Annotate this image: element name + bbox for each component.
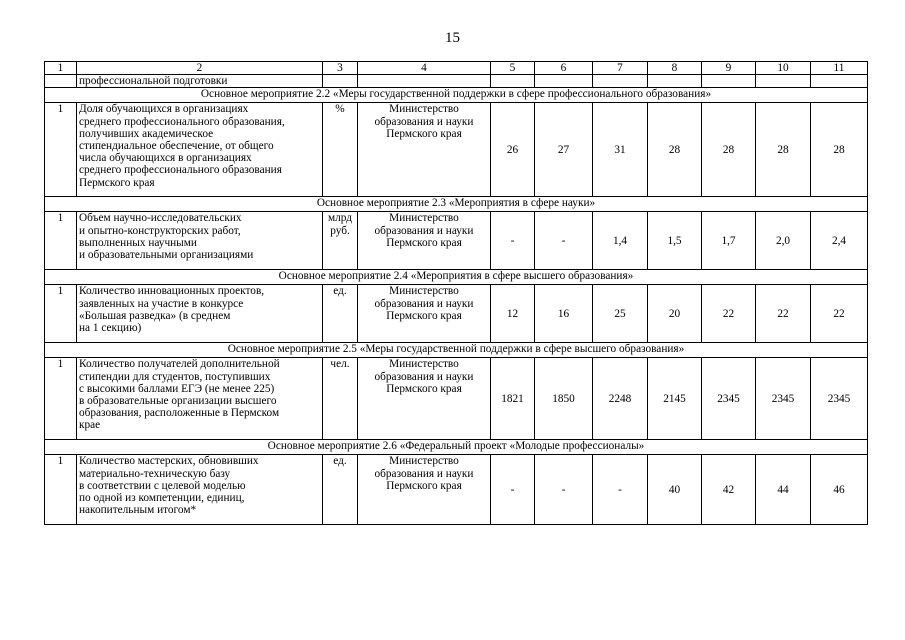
- section-title-row: [45, 270, 868, 285]
- column-header: 9: [702, 62, 756, 75]
- value-cell: -: [593, 455, 648, 525]
- value-cell: 12: [491, 285, 535, 343]
- column-header: 6: [535, 62, 593, 75]
- indicator-row: [45, 285, 868, 343]
- value-cell: 31: [593, 103, 648, 197]
- row-number: 1: [45, 103, 77, 197]
- indicator-row: [45, 212, 868, 270]
- continuation-text: профессиональной подготовки: [77, 75, 323, 88]
- indicator-name: Количество мастерских, обновивших материально-техническую базу в соответствии с целевой моделью по одной из компетенции, единиц, накопительным итогом*: [77, 455, 323, 525]
- table-body: [45, 62, 868, 525]
- value-cell: 1,4: [593, 212, 648, 270]
- value-cell: 1,5: [648, 212, 702, 270]
- value-cell: 2145: [648, 358, 702, 440]
- column-header: 11: [811, 62, 868, 75]
- value-cell: 26: [491, 103, 535, 197]
- value-cell: 46: [811, 455, 868, 525]
- value-cell: 2345: [702, 358, 756, 440]
- empty-cell: [756, 75, 811, 88]
- empty-cell: [702, 75, 756, 88]
- responsible-org: Министерство образования и науки Пермского края: [358, 285, 491, 343]
- value-cell: 28: [756, 103, 811, 197]
- value-cell: 22: [811, 285, 868, 343]
- responsible-org: Министерство образования и науки Пермского края: [358, 103, 491, 197]
- row-number: 1: [45, 358, 77, 440]
- value-cell: -: [491, 212, 535, 270]
- row-number: 1: [45, 212, 77, 270]
- value-cell: 1850: [535, 358, 593, 440]
- value-cell: 28: [702, 103, 756, 197]
- value-cell: 42: [702, 455, 756, 525]
- value-cell: 28: [648, 103, 702, 197]
- indicator-row: [45, 358, 868, 440]
- column-header: 5: [491, 62, 535, 75]
- value-cell: 2,4: [811, 212, 868, 270]
- value-cell: 28: [811, 103, 868, 197]
- page-number: 15: [445, 30, 460, 46]
- value-cell: 44: [756, 455, 811, 525]
- value-cell: 25: [593, 285, 648, 343]
- empty-cell: [491, 75, 535, 88]
- column-number-row: [45, 62, 868, 75]
- value-cell: 40: [648, 455, 702, 525]
- column-header: 2: [77, 62, 323, 75]
- indicator-name: Количество инновационных проектов, заявленных на участие в конкурсе «Большая разведка» (в среднем на 1 секцию): [77, 285, 323, 343]
- value-cell: -: [535, 212, 593, 270]
- section-title-row: [45, 197, 868, 212]
- section-title: Основное мероприятие 2.5 «Меры государственной поддержки в сфере высшего образования»: [45, 343, 868, 358]
- section-title-row: [45, 88, 868, 103]
- responsible-org: Министерство образования и науки Пермского края: [358, 358, 491, 440]
- row-number: 1: [45, 455, 77, 525]
- empty-cell: [45, 75, 77, 88]
- indicator-name: Доля обучающихся в организациях среднего профессионального образования, получивших академическое стипендиальное обеспечение, от общего числа обучающихся в организациях среднего профессионального образования Пермского края: [77, 103, 323, 197]
- section-title-row: [45, 440, 868, 455]
- indicator-name: Количество получателей дополнительной стипендии для студентов, поступивших с высокими баллами ЕГЭ (не менее 225) в образовательные организации высшего образования, расположенные в Пермском крае: [77, 358, 323, 440]
- unit-cell: %: [323, 103, 358, 197]
- empty-cell: [535, 75, 593, 88]
- empty-cell: [648, 75, 702, 88]
- value-cell: -: [535, 455, 593, 525]
- continuation-row: [45, 75, 868, 88]
- column-header: 3: [323, 62, 358, 75]
- column-header: 4: [358, 62, 491, 75]
- indicators-table: [44, 61, 868, 525]
- empty-cell: [811, 75, 868, 88]
- column-header: 10: [756, 62, 811, 75]
- empty-cell: [593, 75, 648, 88]
- value-cell: -: [491, 455, 535, 525]
- empty-cell: [323, 75, 358, 88]
- column-header: 7: [593, 62, 648, 75]
- responsible-org: Министерство образования и науки Пермского края: [358, 212, 491, 270]
- value-cell: 2345: [756, 358, 811, 440]
- section-title: Основное мероприятие 2.6 «Федеральный проект «Молодые профессионалы»: [45, 440, 868, 455]
- indicator-name: Объем научно-исследовательских и опытно-конструкторских работ, выполненных научными и образовательными организациями: [77, 212, 323, 270]
- value-cell: 1,7: [702, 212, 756, 270]
- unit-cell: чел.: [323, 358, 358, 440]
- value-cell: 2248: [593, 358, 648, 440]
- column-header: 1: [45, 62, 77, 75]
- value-cell: 2345: [811, 358, 868, 440]
- unit-cell: ед.: [323, 285, 358, 343]
- value-cell: 22: [756, 285, 811, 343]
- value-cell: 16: [535, 285, 593, 343]
- value-cell: 27: [535, 103, 593, 197]
- section-title-row: [45, 343, 868, 358]
- section-title: Основное мероприятие 2.3 «Мероприятия в сфере науки»: [45, 197, 868, 212]
- unit-cell: млрд руб.: [323, 212, 358, 270]
- empty-cell: [358, 75, 491, 88]
- unit-cell: ед.: [323, 455, 358, 525]
- value-cell: 2,0: [756, 212, 811, 270]
- row-number: 1: [45, 285, 77, 343]
- indicator-row: [45, 455, 868, 525]
- section-title: Основное мероприятие 2.2 «Меры государственной поддержки в сфере профессионального образования»: [45, 88, 868, 103]
- section-title: Основное мероприятие 2.4 «Мероприятия в сфере высшего образования»: [45, 270, 868, 285]
- value-cell: 1821: [491, 358, 535, 440]
- responsible-org: Министерство образования и науки Пермского края: [358, 455, 491, 525]
- column-header: 8: [648, 62, 702, 75]
- value-cell: 20: [648, 285, 702, 343]
- value-cell: 22: [702, 285, 756, 343]
- indicator-row: [45, 103, 868, 197]
